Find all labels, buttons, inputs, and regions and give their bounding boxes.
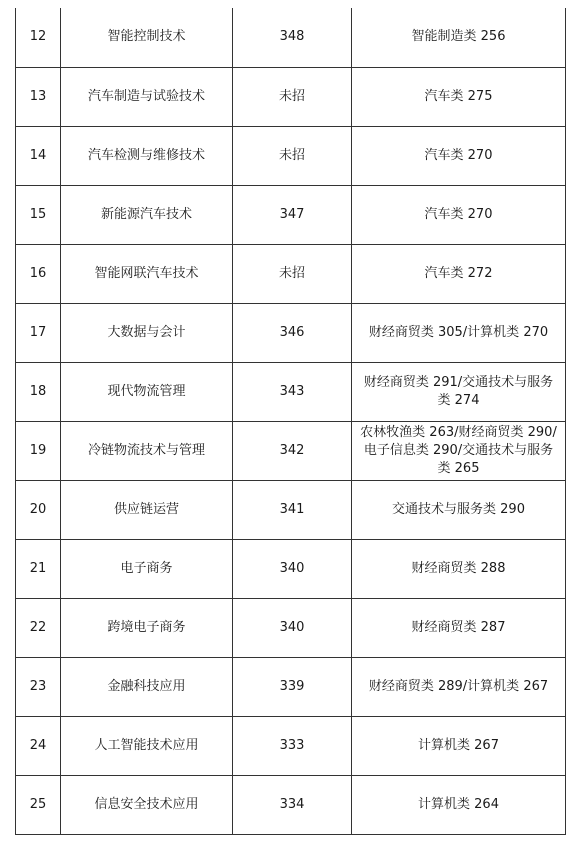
major-name-cell: 信息安全技术应用 [61, 775, 233, 834]
score-cell: 339 [233, 657, 352, 716]
row-number-cell: 18 [16, 362, 61, 421]
score-cell: 未招 [233, 126, 352, 185]
table-row [16, 657, 566, 716]
row-number-cell: 13 [16, 67, 61, 126]
score-cell: 346 [233, 303, 352, 362]
major-name-cell: 冷链物流技术与管理 [61, 421, 233, 480]
category-score-cell: 汽车类 275 [352, 67, 566, 126]
category-score-cell: 汽车类 270 [352, 185, 566, 244]
category-score-cell: 财经商贸类 305/计算机类 270 [352, 303, 566, 362]
table-row [16, 67, 566, 126]
category-score-cell: 汽车类 272 [352, 244, 566, 303]
score-cell: 341 [233, 480, 352, 539]
row-number-cell: 14 [16, 126, 61, 185]
row-number-cell: 17 [16, 303, 61, 362]
score-cell: 343 [233, 362, 352, 421]
score-cell: 334 [233, 775, 352, 834]
table-row [16, 126, 566, 185]
category-score-cell: 财经商贸类 289/计算机类 267 [352, 657, 566, 716]
category-score-cell: 智能制造类 256 [352, 8, 566, 67]
table-row [16, 421, 566, 480]
row-number-cell: 21 [16, 539, 61, 598]
major-name-cell: 跨境电子商务 [61, 598, 233, 657]
major-name-cell: 新能源汽车技术 [61, 185, 233, 244]
major-name-cell: 人工智能技术应用 [61, 716, 233, 775]
table-row [16, 8, 566, 67]
category-score-cell: 财经商贸类 291/交通技术与服务类 274 [352, 362, 566, 421]
major-name-cell: 汽车检测与维修技术 [61, 126, 233, 185]
category-score-cell: 计算机类 267 [352, 716, 566, 775]
score-cell: 未招 [233, 67, 352, 126]
major-name-cell: 大数据与会计 [61, 303, 233, 362]
admission-score-table [15, 8, 566, 835]
category-score-cell: 汽车类 270 [352, 126, 566, 185]
row-number-cell: 23 [16, 657, 61, 716]
category-score-cell: 交通技术与服务类 290 [352, 480, 566, 539]
category-score-cell: 财经商贸类 287 [352, 598, 566, 657]
category-score-cell: 财经商贸类 288 [352, 539, 566, 598]
table-row [16, 185, 566, 244]
score-cell: 347 [233, 185, 352, 244]
major-name-cell: 汽车制造与试验技术 [61, 67, 233, 126]
score-cell: 348 [233, 8, 352, 67]
row-number-cell: 20 [16, 480, 61, 539]
table-row [16, 598, 566, 657]
score-cell: 340 [233, 598, 352, 657]
row-number-cell: 19 [16, 421, 61, 480]
major-name-cell: 现代物流管理 [61, 362, 233, 421]
table-row [16, 539, 566, 598]
row-number-cell: 22 [16, 598, 61, 657]
row-number-cell: 16 [16, 244, 61, 303]
table-row [16, 716, 566, 775]
score-cell: 342 [233, 421, 352, 480]
score-cell: 333 [233, 716, 352, 775]
row-number-cell: 24 [16, 716, 61, 775]
row-number-cell: 15 [16, 185, 61, 244]
table-body [16, 8, 566, 834]
table-row [16, 362, 566, 421]
row-number-cell: 25 [16, 775, 61, 834]
table-row [16, 244, 566, 303]
major-name-cell: 智能网联汽车技术 [61, 244, 233, 303]
major-name-cell: 智能控制技术 [61, 8, 233, 67]
major-name-cell: 电子商务 [61, 539, 233, 598]
table-row [16, 480, 566, 539]
major-name-cell: 金融科技应用 [61, 657, 233, 716]
score-cell: 340 [233, 539, 352, 598]
row-number-cell: 12 [16, 8, 61, 67]
table-row [16, 775, 566, 834]
table-row [16, 303, 566, 362]
score-cell: 未招 [233, 244, 352, 303]
category-score-cell: 农林牧渔类 263/财经商贸类 290/电子信息类 290/交通技术与服务类 265 [352, 421, 566, 480]
major-name-cell: 供应链运营 [61, 480, 233, 539]
category-score-cell: 计算机类 264 [352, 775, 566, 834]
